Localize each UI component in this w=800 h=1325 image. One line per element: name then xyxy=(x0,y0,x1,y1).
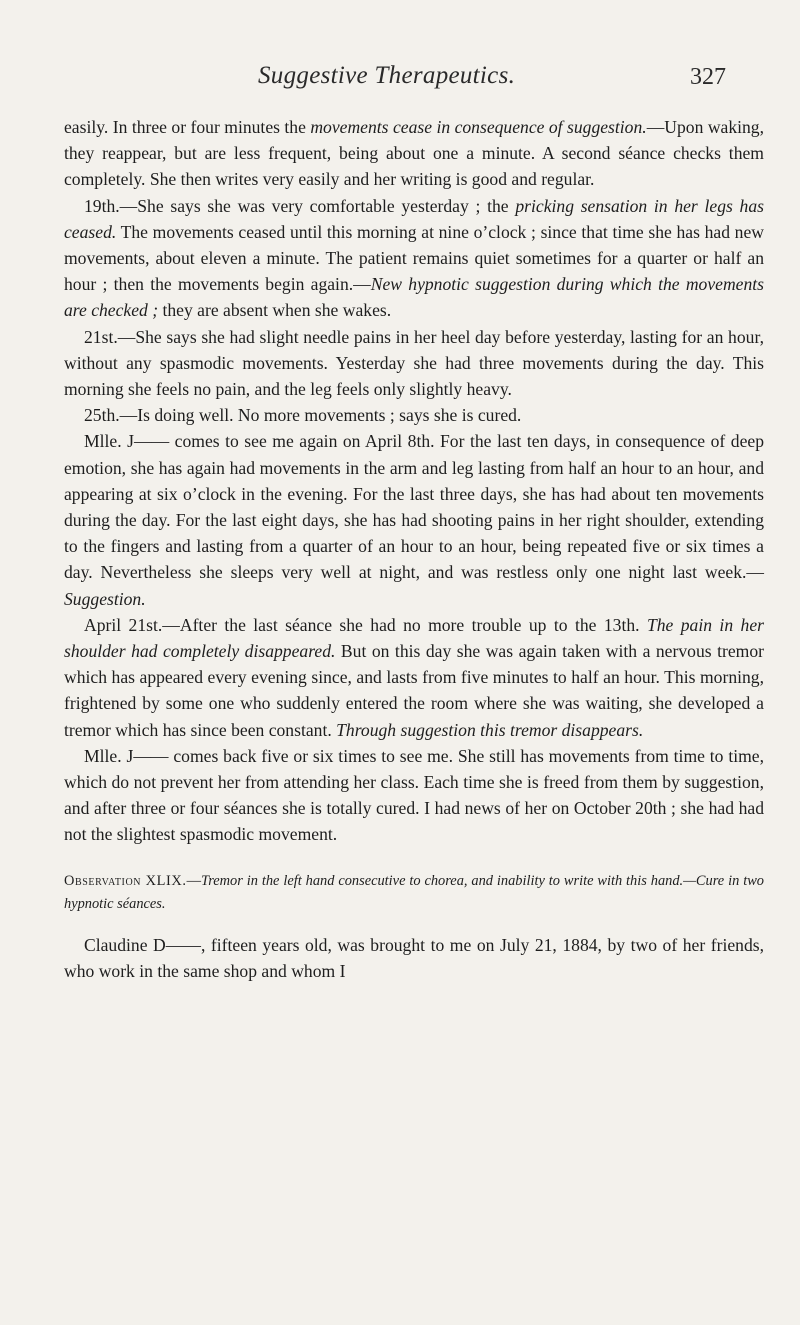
paragraph xyxy=(64,932,764,984)
italic-text: Through suggestion this tremor disappears. xyxy=(336,719,644,740)
running-title: Suggestive Therapeutics. xyxy=(258,62,516,89)
italic-text: Suggestion. xyxy=(64,588,146,609)
italic-text: movements cease in consequence of suggestion. xyxy=(310,117,647,137)
running-head xyxy=(0,62,800,98)
body-text xyxy=(64,114,764,984)
text-run: The movements ceased until this morning at nine o’clock ; since that time she has had new movements, about eleven a minute. The patient remains quiet sometimes for a quarter or half an hour ; then the movements begin again.— xyxy=(64,221,764,295)
text-run: they are absent when she wakes. xyxy=(158,300,392,321)
page-number: 327 xyxy=(690,64,726,90)
observation-heading xyxy=(64,870,764,916)
italic-text: pricking sensation in her legs has ceased. xyxy=(64,195,764,242)
paragraph xyxy=(64,428,764,611)
paragraph xyxy=(64,324,764,403)
text-run: easily. In three or four minutes the xyxy=(64,117,311,137)
text-run: April 21st.—After the last séance she had no more trouble up to the 13th. xyxy=(84,614,647,635)
italic-text: The pain in her shoulder had completely disappeared. xyxy=(64,614,764,662)
italic-text: New hypnotic suggestion during which the movements are checked ; xyxy=(64,274,765,321)
text-run: Mlle. J—— comes back five or six times to see me. She still has movements from time to time, which do not prevent her from attending her class. Each time she is freed from them by suggestion, and after three or four séances she is totally cured. I had news of her on October 20th ; she had had not the slightest spasmodic movement. xyxy=(64,745,764,845)
observation-label: Observation XLIX. xyxy=(64,872,187,889)
text-run: 25th.—Is doing well. No more movements ; says she is cured. xyxy=(84,405,522,426)
text-run: 19th.—She says she was very comfortable yesterday ; the xyxy=(84,195,516,216)
paragraph xyxy=(64,612,764,743)
text-run: Mlle. J—— comes to see me again on April 8th. For the last ten days, in consequence of deep emotion, she has again had movements in the arm and leg lasting from half an hour to an hour, and appearing at six o’clock in the evening. For the last three days, she has had about ten movements during the day. For the last eight days, she has had shooting pains in her right shoulder, extending to the fingers and lasting from a quarter of an hour to an hour, being repeated five or six times a day. Nevertheless she sleeps very well at night, and was restless only one night last week.— xyxy=(64,431,764,583)
text-run: —Upon waking, they reappear, but are less frequent, being about one a minute. A second séance checks them completely. She then writes very easily and her writing is good and regular. xyxy=(64,117,765,190)
text-run: But on this day she was again taken with a nervous tremor which has appeared every evening since, and lasts from five minutes to half an hour. This morning, frightened by some one who suddenly entered the room where she was waiting, she developed a tremor which has since been constant. xyxy=(64,641,764,740)
text-run: 21st.—She says she had slight needle pains in her heel day before yesterday, lasting for an hour, without any spasmodic movements. Yesterday she had three movements during the day. This morning she feels no pain, and the leg feels only slightly heavy. xyxy=(64,326,764,400)
paragraph xyxy=(64,193,764,324)
paragraph xyxy=(64,114,764,193)
paragraph xyxy=(64,402,764,428)
italic-text: Tremor in the left hand consecutive to chorea, and inability to write with this hand.—Cure in two hypnotic séances. xyxy=(64,872,764,912)
paragraph xyxy=(64,743,764,848)
text-run: — xyxy=(186,872,201,889)
text-run: Claudine D——, fifteen years old, was brought to me on July 21, 1884, by two of her friends, who work in the same shop and whom I xyxy=(64,934,764,981)
